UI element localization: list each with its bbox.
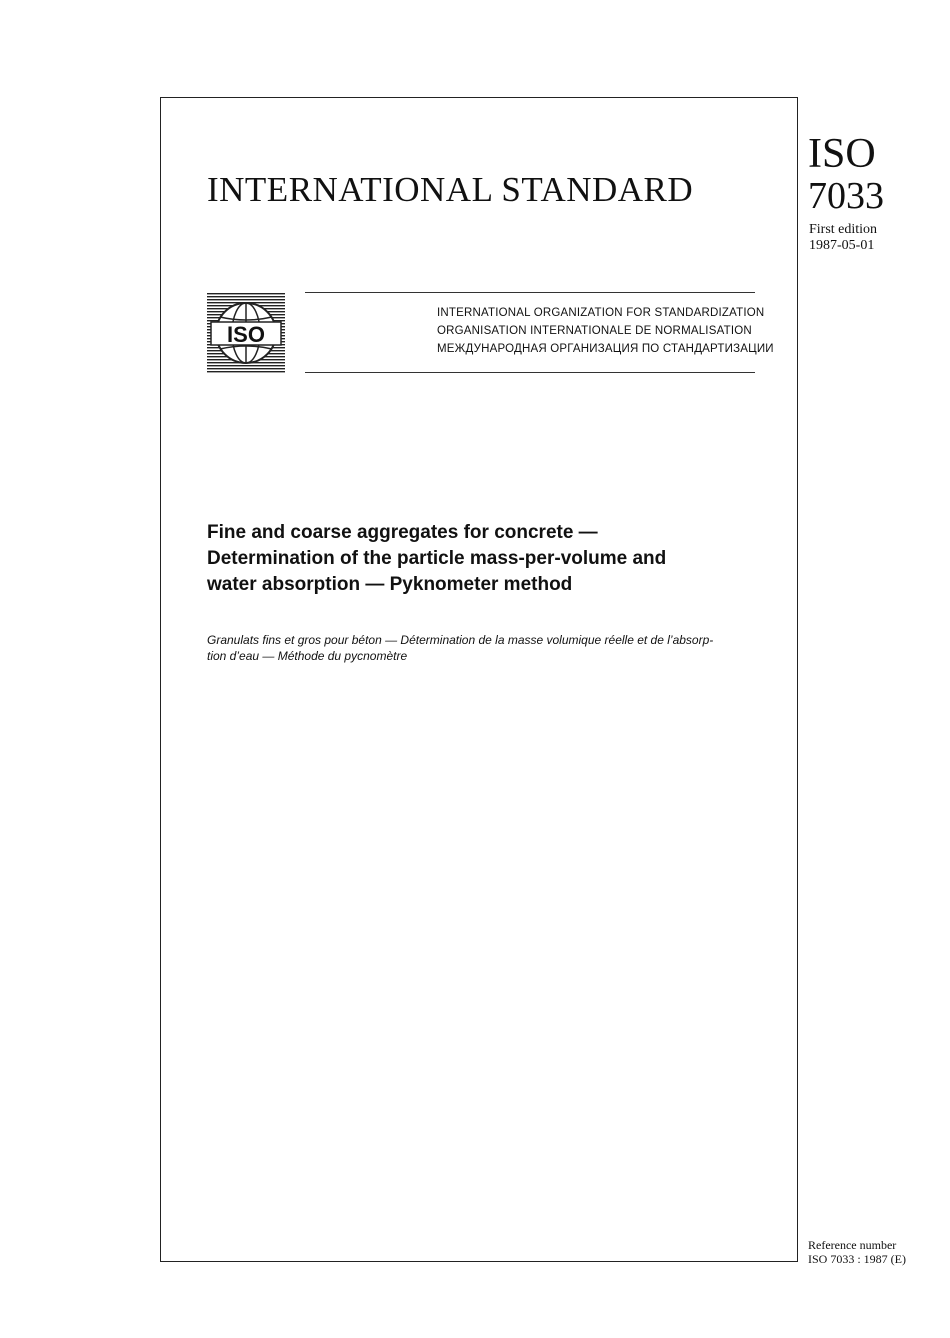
top-rule bbox=[305, 292, 755, 293]
logo-text: ISO bbox=[227, 322, 265, 347]
french-title-line: tion d’eau — Méthode du pycnomètre bbox=[207, 649, 408, 663]
edition-label: First edition bbox=[809, 222, 878, 237]
reference-number: ISO 7033 : 1987 (E) bbox=[808, 1252, 906, 1266]
title-line: water absorption — Pyknometer method bbox=[207, 574, 573, 595]
main-title: INTERNATIONAL STANDARD bbox=[207, 170, 694, 209]
iso-logo bbox=[207, 293, 285, 373]
title-line: Fine and coarse aggregates for concrete — bbox=[207, 522, 598, 543]
globe-icon bbox=[207, 293, 285, 373]
bottom-rule bbox=[305, 372, 755, 373]
reference-label: Reference number bbox=[808, 1238, 897, 1252]
org-name-ru: МЕЖДУНАРОДНАЯ ОРГАНИЗАЦИЯ ПО СТАНДАРТИЗАЦИИ bbox=[437, 343, 774, 355]
document-title bbox=[207, 520, 767, 598]
iso-label: ISO bbox=[808, 131, 876, 177]
page-frame bbox=[160, 97, 798, 1262]
edition-date: 1987-05-01 bbox=[809, 238, 875, 253]
iso-number: 7033 bbox=[808, 175, 884, 217]
org-name-fr: ORGANISATION INTERNATIONALE DE NORMALISATION bbox=[437, 325, 752, 337]
french-title bbox=[207, 632, 767, 664]
title-line: Determination of the particle mass-per-volume and bbox=[207, 548, 667, 569]
org-name-en: INTERNATIONAL ORGANIZATION FOR STANDARDIZATION bbox=[437, 307, 765, 319]
french-title-line: Granulats fins et gros pour béton — Détermination de la masse volumique réelle et de l’absorp- bbox=[207, 633, 714, 647]
